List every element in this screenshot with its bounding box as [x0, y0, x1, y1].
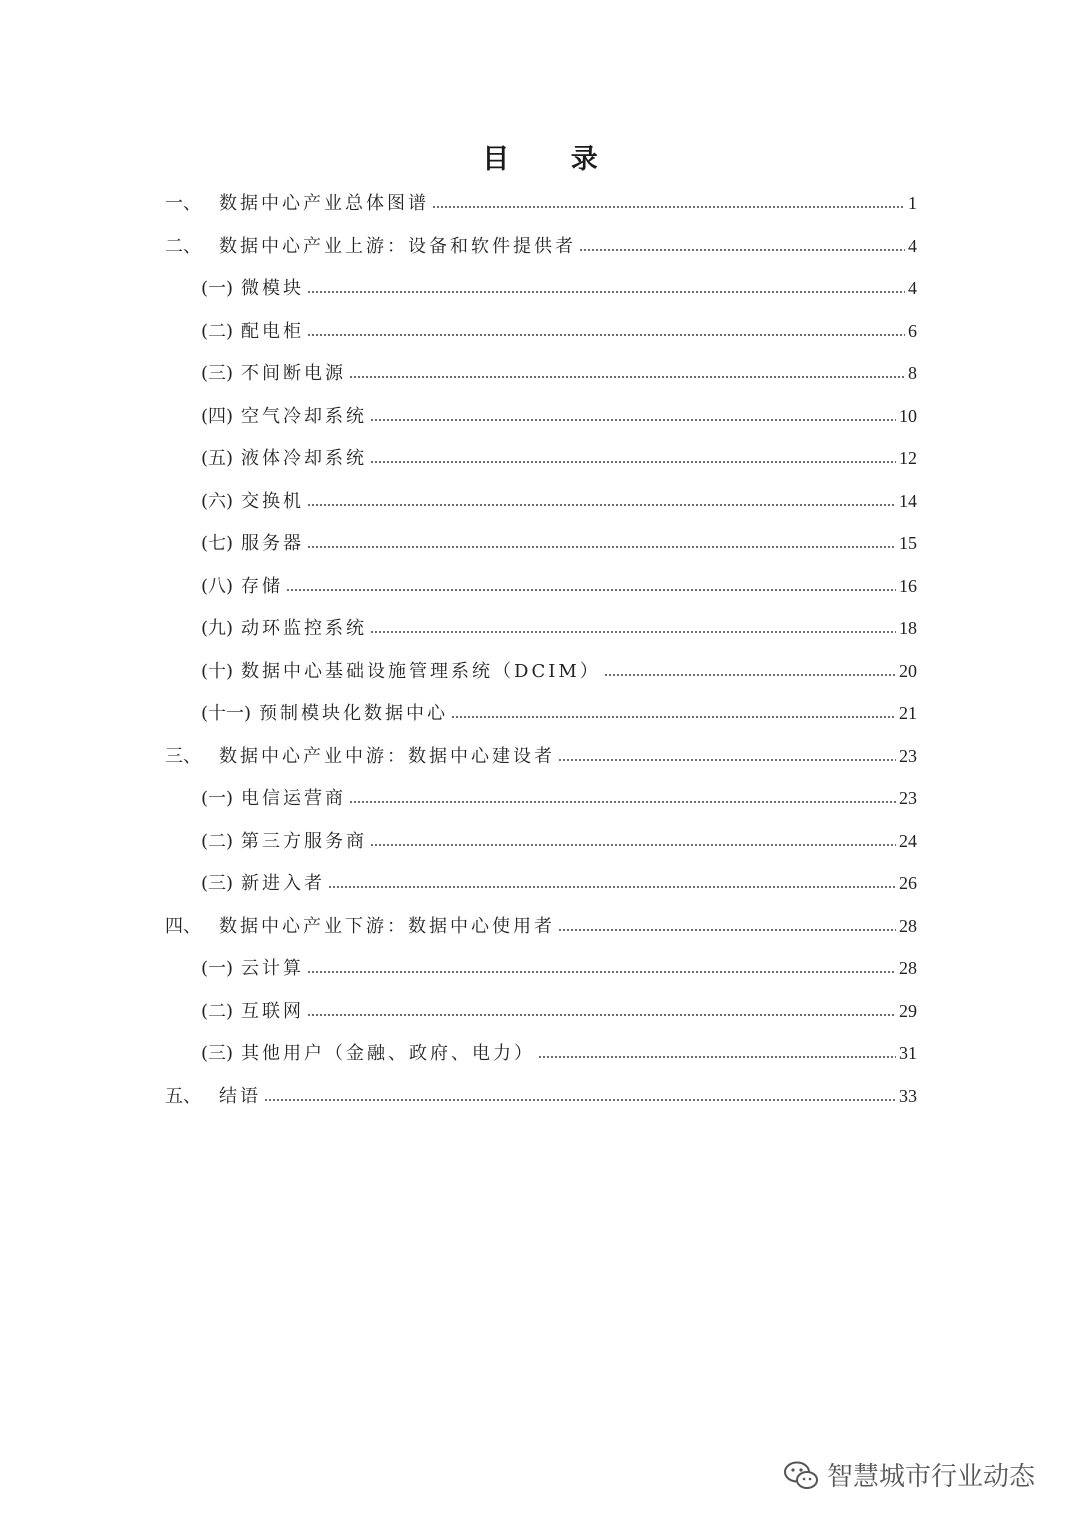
toc-entry[interactable] — [201, 826, 917, 856]
toc-entry-number: 五、 — [165, 1085, 201, 1107]
dot-leader — [307, 503, 896, 507]
toc-entry-number: (三) — [201, 1043, 234, 1064]
toc-entry-title: 配电柜 — [241, 320, 305, 342]
toc-entry-number: (八) — [201, 575, 234, 597]
toc-entry-number: (二) — [201, 320, 234, 342]
toc-entry-page: 18 — [899, 618, 917, 638]
page-title: 目 录 — [482, 144, 624, 175]
dot-leader — [286, 588, 896, 592]
toc-entry-number: (十一) — [201, 703, 252, 724]
toc-entry-page: 28 — [899, 915, 917, 936]
toc-entry-number: (四) — [201, 405, 234, 427]
toc-entry-page: 21 — [899, 703, 917, 723]
toc-entry-title: 互联网 — [241, 1000, 305, 1022]
toc-entry-number: (一) — [201, 278, 234, 299]
toc-entry-number: 三、 — [165, 745, 201, 767]
dot-leader — [370, 418, 896, 422]
toc-entry-title: 动环监控系统 — [241, 618, 368, 639]
toc-entry-number: (七) — [201, 533, 234, 554]
toc-entry[interactable] — [165, 231, 917, 261]
dot-leader — [307, 970, 896, 974]
toc-entry[interactable] — [201, 656, 917, 686]
toc-entry[interactable] — [201, 443, 917, 473]
toc-entry-number: (三) — [201, 363, 234, 384]
toc-entry-page: 26 — [899, 873, 917, 893]
toc-entry-title: 数据中心产业上游：设备和软件提供者 — [219, 235, 576, 257]
dot-leader — [264, 1098, 896, 1102]
toc-entry-title: 数据中心产业总体图谱 — [219, 193, 429, 214]
toc-entry-number: (一) — [201, 958, 234, 979]
watermark — [783, 1456, 1035, 1493]
toc-entry-number: (九) — [201, 618, 234, 639]
toc-entry-page: 6 — [908, 320, 917, 341]
dot-leader — [432, 205, 905, 209]
dot-leader — [328, 885, 896, 889]
toc-entry[interactable] — [201, 358, 917, 388]
toc-entry-page: 31 — [899, 1043, 917, 1063]
toc-entry[interactable] — [201, 868, 917, 898]
dot-leader — [558, 758, 896, 762]
dot-leader — [307, 545, 896, 549]
toc-entry-title: 存储 — [241, 575, 284, 597]
toc-entry-page: 4 — [908, 235, 917, 256]
toc-entry-page: 15 — [899, 533, 917, 553]
dot-leader — [370, 843, 896, 847]
toc-entry-page: 29 — [899, 1000, 917, 1021]
toc-entry[interactable] — [165, 911, 917, 941]
toc-entry-page: 20 — [899, 660, 917, 681]
toc-entry-page: 14 — [899, 490, 917, 511]
toc-entry-page: 4 — [908, 278, 917, 298]
toc-entry-page: 10 — [899, 405, 917, 426]
toc-entry-page: 28 — [899, 958, 917, 978]
toc-entry-number: 四、 — [165, 915, 201, 937]
toc-entry-page: 8 — [908, 363, 917, 383]
toc-entry-number: (十) — [201, 660, 234, 682]
toc-entry[interactable] — [201, 613, 917, 643]
toc-entry-page: 33 — [899, 1085, 917, 1106]
toc-entry-title: 电信运营商 — [241, 788, 347, 809]
toc-entry-number: (二) — [201, 1000, 234, 1022]
toc-entry-page: 1 — [908, 193, 917, 213]
dot-leader — [538, 1055, 896, 1059]
toc-entry-number: 一、 — [165, 193, 201, 214]
toc-entry-page: 23 — [899, 788, 917, 808]
toc-entry[interactable] — [201, 571, 917, 601]
dot-leader — [307, 333, 905, 337]
dot-leader — [370, 630, 896, 634]
toc-entry[interactable] — [201, 698, 917, 728]
toc-entry-title: 新进入者 — [241, 873, 326, 894]
toc-entry[interactable] — [165, 741, 917, 771]
wechat-icon — [783, 1460, 819, 1490]
dot-leader — [558, 928, 896, 932]
toc-entry-page: 16 — [899, 575, 917, 596]
toc-entry-page: 23 — [899, 745, 917, 766]
dot-leader — [579, 248, 905, 252]
toc-entry[interactable] — [165, 1081, 917, 1111]
toc-entry-page: 12 — [899, 448, 917, 468]
toc-entry-title: 空气冷却系统 — [241, 405, 368, 427]
toc-entry-title: 交换机 — [241, 490, 305, 512]
dot-leader — [604, 673, 896, 677]
toc-entry-number: (五) — [201, 448, 234, 469]
toc-entry[interactable] — [201, 528, 917, 558]
toc-entry-page: 24 — [899, 830, 917, 851]
toc-entry-number: (三) — [201, 873, 234, 894]
toc-entry-title: 云计算 — [241, 958, 305, 979]
dot-leader — [349, 375, 905, 379]
toc-entry-title: 数据中心产业中游：数据中心建设者 — [219, 745, 555, 767]
dot-leader — [451, 715, 896, 719]
dot-leader — [307, 1013, 896, 1017]
toc-entry[interactable] — [201, 401, 917, 431]
toc-entry-title: 结语 — [219, 1085, 261, 1107]
toc-entry-title: 预制模块化数据中心 — [259, 703, 449, 724]
toc-entry[interactable] — [201, 1038, 917, 1068]
toc-entry-title: 不间断电源 — [241, 363, 347, 384]
toc-entry-title: 液体冷却系统 — [241, 448, 368, 469]
toc-entry[interactable] — [201, 953, 917, 983]
toc-entry[interactable] — [201, 783, 917, 813]
toc-entry[interactable] — [201, 273, 917, 303]
dot-leader — [349, 800, 896, 804]
toc-entry-title: 数据中心基础设施管理系统（DCIM） — [241, 660, 601, 682]
toc-entry-title: 数据中心产业下游：数据中心使用者 — [219, 915, 555, 937]
toc-entry-number: (六) — [201, 490, 234, 512]
dot-leader — [370, 460, 896, 464]
toc-entry-title: 其他用户（金融、政府、电力） — [241, 1043, 536, 1064]
toc-entry-title: 微模块 — [241, 278, 305, 299]
toc-entry[interactable] — [165, 188, 917, 218]
watermark-text: 智慧城市行业动态 — [827, 1462, 1036, 1492]
toc-entry-number: (一) — [201, 788, 234, 809]
toc-entry[interactable] — [201, 316, 917, 346]
toc-entry-number: (二) — [201, 830, 234, 852]
toc-entry-title: 服务器 — [241, 533, 305, 554]
toc-entry-title: 第三方服务商 — [241, 830, 368, 852]
toc-entry[interactable] — [201, 486, 917, 516]
dot-leader — [307, 290, 905, 294]
toc-entry[interactable] — [201, 996, 917, 1026]
toc-entry-number: 二、 — [165, 235, 201, 257]
